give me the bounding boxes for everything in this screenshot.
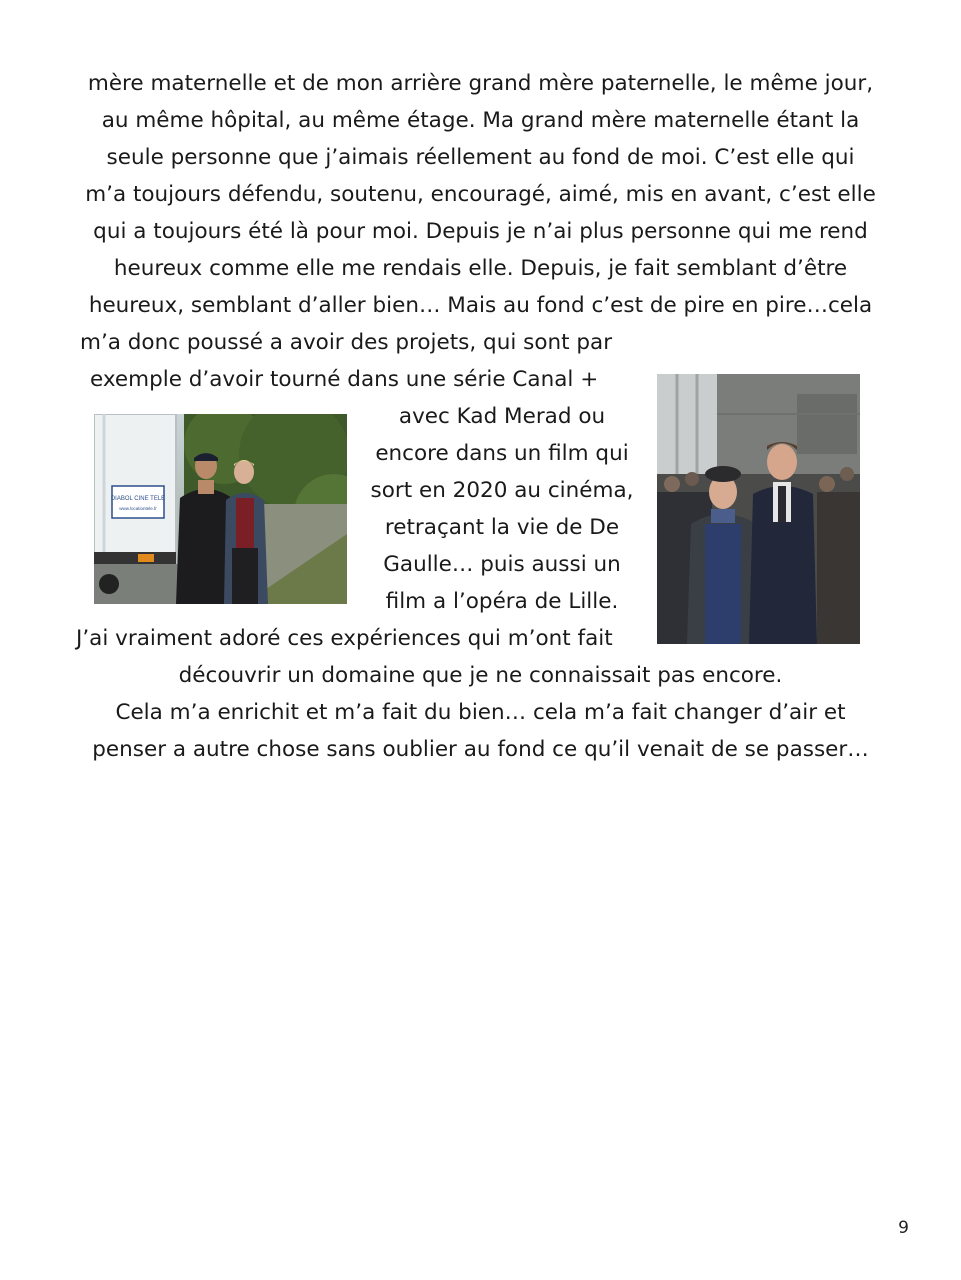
text-line-12: sort en 2020 au cinéma, — [370, 478, 634, 503]
text-line-16: J’ai vraiment adoré ces expériences qui m’ont fait — [76, 626, 613, 651]
text-line-9: exemple d’avoir tourné dans une série Canal + — [90, 367, 599, 392]
text-line-8: m’a donc poussé a avoir des projets, qui sont par — [80, 330, 613, 355]
text-line-11: encore dans un film qui — [375, 441, 629, 466]
text-line-13: retraçant la vie de De — [384, 515, 620, 540]
text-line-15: film a l’opéra de Lille. — [385, 589, 619, 614]
text-line-17: découvrir un domaine que je ne connaissait pas encore. — [178, 663, 783, 688]
text-line-3: seule personne que j’aimais réellement au fond de moi. C’est elle qui — [106, 145, 855, 170]
text-line-18: Cela m’a enrichit et m’a fait du bien… cela m’a fait changer d’air et — [115, 700, 846, 725]
text-line-5: qui a toujours été là pour moi. Depuis je n’ai plus personne qui me rend — [93, 219, 868, 244]
truck-sign-url: www.locationtele.fr — [119, 506, 157, 511]
text-line-7: heureux, semblant d’aller bien… Mais au fond c’est de pire en pire…cela — [88, 293, 873, 318]
page-number: 9 — [898, 1218, 909, 1238]
text-line-6: heureux comme elle me rendais elle. Depuis, je fait semblant d’être — [113, 256, 848, 281]
truck-sign-title: DIABOL CINE TELE — [110, 496, 166, 502]
text-line-2: au même hôpital, au même étage. Ma grand mère maternelle étant la — [101, 108, 860, 133]
photo-film-set-truck — [94, 414, 347, 604]
text-line-1: mère maternelle et de mon arrière grand mère paternelle, le même jour, — [87, 71, 874, 96]
text-line-4: m’a toujours défendu, soutenu, encouragé, aimé, mis en avant, c’est elle — [85, 182, 876, 207]
text-line-10: avec Kad Merad ou — [398, 404, 606, 429]
text-line-14: Gaulle… puis aussi un — [383, 552, 621, 577]
photo-period-film-set — [657, 374, 860, 644]
text-line-19: penser a autre chose sans oublier au fond ce qu’il venait de se passer… — [92, 737, 869, 762]
